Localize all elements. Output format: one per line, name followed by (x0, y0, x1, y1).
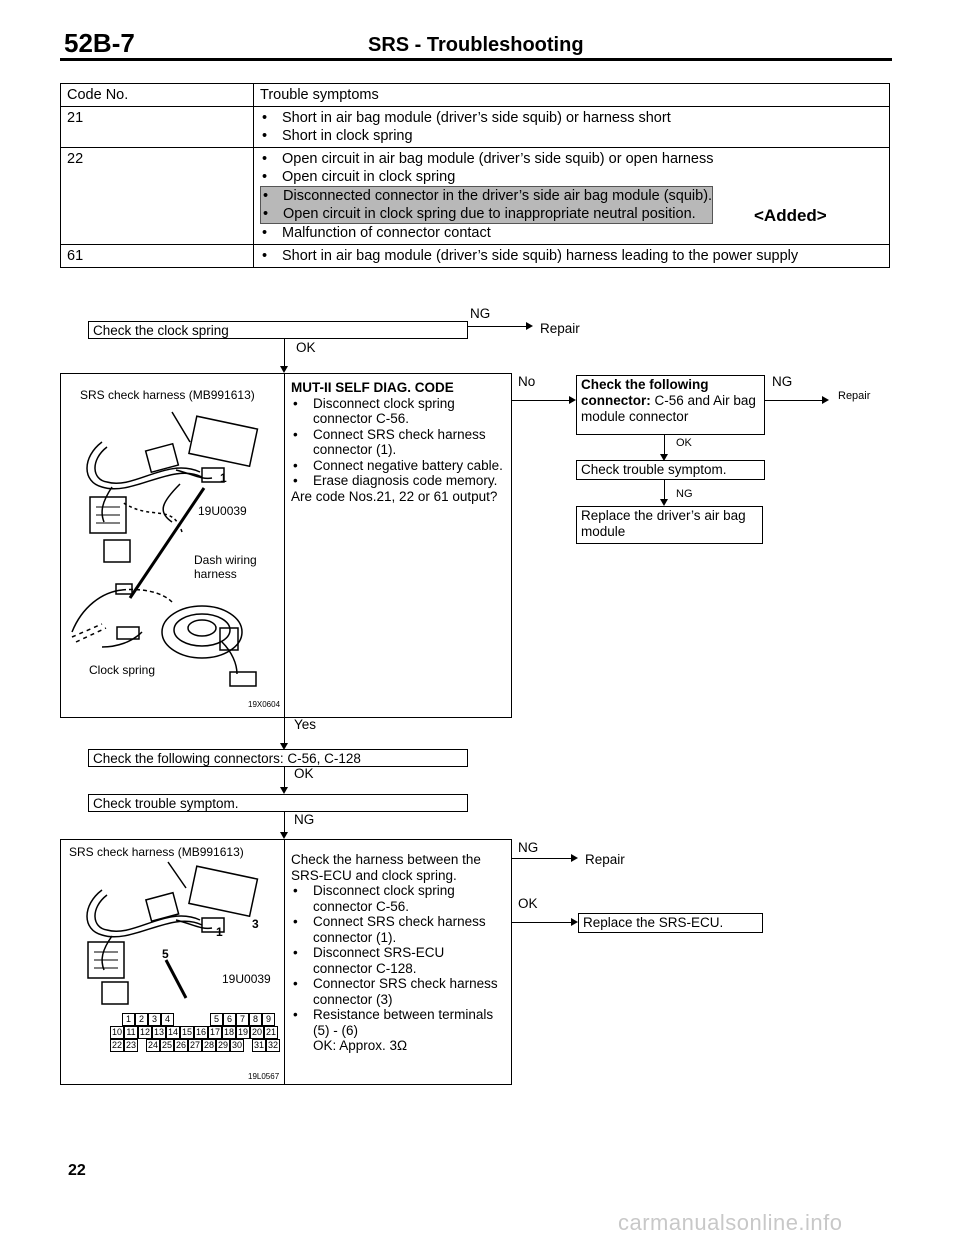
symptom-item: • Open circuit in clock spring due to inappropriate neutral position. (261, 205, 712, 223)
symptoms-cell (254, 107, 890, 148)
pin: 23 (125, 1040, 136, 1050)
step-check-symptom (88, 794, 468, 812)
diag-step: • Erase diagnosis code memory. (291, 473, 506, 489)
frame-divider (284, 839, 285, 1085)
pin-row (110, 1013, 280, 1026)
symptom-item: • Short in clock spring (260, 127, 883, 145)
ng-connector (512, 858, 572, 859)
no-label: No (518, 374, 536, 389)
symptom-item: • Short in air bag module (driver’s side squib) harness leading to the power supply (260, 247, 883, 265)
pin: 13 (153, 1027, 164, 1037)
no-connector (512, 400, 570, 401)
replace-ecu-label: Replace the SRS-ECU. (583, 915, 724, 930)
pin: 20 (251, 1027, 262, 1037)
code-cell: 22 (61, 148, 254, 245)
pin: 10 (111, 1027, 122, 1037)
figure-title: SRS check harness (MB991613) (80, 388, 255, 402)
diag-step: • Disconnect clock spring connector C-56. (291, 396, 506, 427)
code-cell: 61 (61, 245, 254, 268)
code-cell: 21 (61, 107, 254, 148)
symptom-item: • Short in air bag module (driver’s side squib) or harness short (260, 109, 883, 127)
ng-label: NG (518, 840, 539, 855)
pin: 24 (147, 1040, 158, 1050)
watermark: carmanualsonline.info (618, 1210, 843, 1235)
marker-5: 5 (162, 947, 169, 961)
pin: 3 (148, 1013, 161, 1026)
step-label: Check the clock spring (93, 323, 229, 338)
pin: 32 (267, 1040, 278, 1050)
pin: 5 (210, 1013, 223, 1026)
figure-clock-label: Clock spring (89, 663, 156, 677)
ng-connector (765, 400, 823, 401)
pin: 16 (195, 1027, 206, 1037)
symptom-item: • Open circuit in clock spring (260, 168, 883, 186)
figure-dash-label: Dash wiring harness (194, 553, 257, 581)
diag-instructions (291, 380, 506, 504)
ng-label: NG (294, 812, 315, 827)
ok-connector (512, 922, 572, 923)
added-highlight (260, 186, 713, 224)
repair-label: Repair (585, 852, 625, 867)
figure-id: 19L0567 (248, 1072, 280, 1081)
arrow-right-icon (571, 918, 578, 926)
ng-connector (468, 326, 528, 327)
ok-label: OK (294, 766, 314, 781)
arrow-down-icon (280, 787, 288, 794)
header-rule (60, 58, 892, 61)
pin-row (110, 1026, 280, 1039)
pin: 12 (139, 1027, 150, 1037)
harness-illustration-2 (62, 860, 282, 1010)
pin: 18 (223, 1027, 234, 1037)
check-symptom-box (576, 460, 765, 480)
pin-row (110, 1039, 280, 1052)
table-row (61, 245, 890, 268)
arrow-down-icon (280, 366, 288, 373)
symptoms-cell (254, 148, 890, 245)
yes-label: Yes (294, 717, 317, 732)
header-symptoms: Trouble symptoms (254, 84, 890, 107)
replace-airbag-box (576, 506, 763, 544)
check-connector-bold: Check the following connector: (581, 377, 709, 408)
table-row (61, 148, 890, 245)
step-label: Check trouble symptom. (93, 796, 239, 811)
page-number: 22 (68, 1162, 86, 1179)
ok-label: OK (676, 437, 692, 449)
step-check-connectors (88, 749, 468, 767)
pin: 19 (237, 1027, 248, 1037)
harness-step: • Disconnect clock spring connector C-56. (291, 883, 506, 914)
marker-1: 1 (216, 925, 223, 939)
marker-3: 3 (252, 917, 259, 931)
arrow-right-icon (571, 854, 578, 862)
figure-code: 19U0039 (222, 972, 271, 986)
ng-label: NG (772, 374, 793, 389)
diag-heading: MUT-II SELF DIAG. CODE (291, 380, 454, 395)
figure-id: 19X0604 (248, 700, 281, 709)
check-connector-rest: C-56 and Air bag module connector (581, 393, 756, 424)
repair-label: Repair (540, 321, 580, 336)
pin: 14 (167, 1027, 178, 1037)
pin: 26 (175, 1040, 186, 1050)
figure-title: SRS check harness (MB991613) (69, 845, 244, 859)
pin: 21 (265, 1027, 276, 1037)
header-code: Code No. (61, 84, 254, 107)
arrow-down-icon (660, 499, 668, 506)
ok-label: OK (518, 896, 538, 911)
marker-1: 1 (220, 471, 227, 485)
replace-ecu-box (578, 913, 763, 933)
pin: 4 (161, 1013, 174, 1026)
symptoms-cell (254, 245, 890, 268)
ok-label: OK (296, 340, 316, 355)
check-connector-box (576, 375, 765, 435)
step-label: Check the following connectors: C-56, C-128 (93, 751, 361, 766)
harness-step: • Connect SRS check harness connector (1). (291, 914, 506, 945)
pin: 17 (209, 1027, 220, 1037)
symptom-item: • Open circuit in air bag module (driver’s side squib) or open harness (260, 150, 883, 168)
harness-instructions (291, 852, 506, 1054)
page-title: SRS - Troubleshooting (368, 34, 584, 56)
table-row (61, 107, 890, 148)
pin: 30 (231, 1040, 242, 1050)
frame-divider (284, 373, 285, 718)
pin: 9 (262, 1013, 275, 1026)
harness-step: • Resistance between terminals (5) - (6) (291, 1007, 506, 1038)
added-note: <Added> (754, 206, 827, 225)
code-table (60, 83, 890, 268)
pin: 2 (135, 1013, 148, 1026)
pin: 28 (203, 1040, 214, 1050)
figure-code: 19U0039 (198, 504, 247, 518)
symptom-item: • Malfunction of connector contact (260, 224, 883, 242)
pin: 25 (161, 1040, 172, 1050)
pin: 8 (249, 1013, 262, 1026)
pin: 15 (181, 1027, 192, 1037)
replace-airbag-label: Replace the driver’s air bag module (581, 508, 746, 539)
repair-label: Repair (838, 390, 871, 402)
connector-pin-diagram (110, 1013, 280, 1052)
pin: 11 (124, 1026, 138, 1039)
harness-step: • Connector SRS check harness connector (3) (291, 976, 506, 1007)
ng-label: NG (676, 488, 693, 500)
diag-step: • Connect negative battery cable. (291, 458, 506, 474)
ng-label: NG (470, 306, 491, 321)
arrow-right-icon (526, 322, 533, 330)
pin: 7 (236, 1013, 249, 1026)
flow-connector (284, 339, 285, 369)
symptom-item: • Disconnected connector in the driver’s side air bag module (squib). (261, 187, 712, 205)
harness-ok-value: OK: Approx. 3Ω (313, 1038, 408, 1053)
pin: 1 (122, 1013, 135, 1026)
check-symptom-label: Check trouble symptom. (581, 462, 727, 477)
pin: 22 (111, 1040, 122, 1050)
pin: 29 (217, 1040, 228, 1050)
step-check-clock-spring (88, 321, 468, 339)
diag-step: • Connect SRS check harness connector (1). (291, 427, 506, 458)
arrow-right-icon (822, 396, 829, 404)
harness-step: • Disconnect SRS-ECU connector C-128. (291, 945, 506, 976)
harness-intro: Check the harness between the SRS-ECU and clock spring. (291, 852, 481, 883)
arrow-down-icon (280, 832, 288, 839)
arrow-right-icon (569, 396, 576, 404)
pin: 27 (189, 1040, 200, 1050)
pin: 6 (223, 1013, 236, 1026)
section-number: 52B-7 (64, 28, 135, 58)
harness-illustration (62, 402, 282, 702)
pin: 31 (253, 1040, 264, 1050)
table-header-row (61, 84, 890, 107)
diag-question: Are code Nos.21, 22 or 61 output? (291, 488, 498, 504)
